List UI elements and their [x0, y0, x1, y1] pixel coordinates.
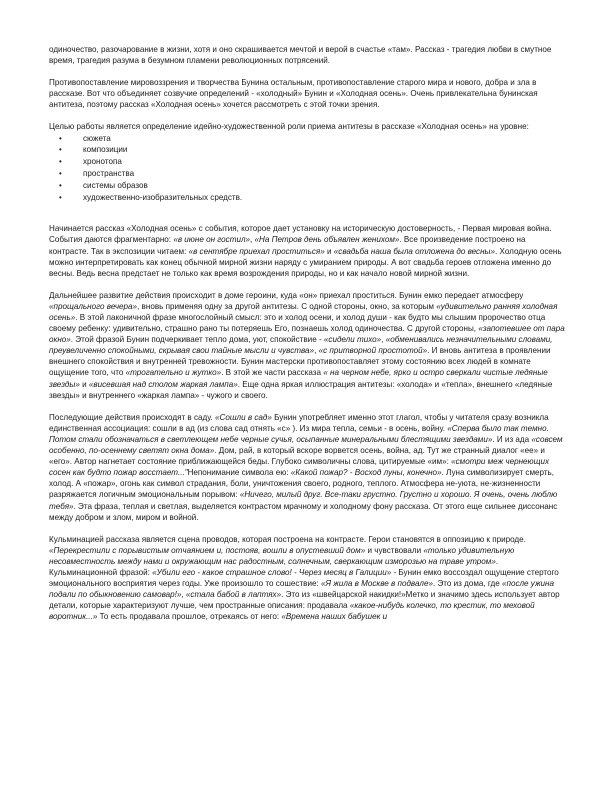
- quote-text: «Какой пожар? - Восход луны, конечно»: [290, 468, 442, 478]
- text-run: . Это из дома, где: [432, 579, 502, 589]
- quote-text: «в сентябре приехал проститься»: [188, 246, 325, 256]
- text-run: . Это из «швейцарской накидки!»Метко и значимо здесь использует автор детали, которые характеризуют лучше, чем пространные описания: продавала: [49, 590, 560, 611]
- quote-text: «Я жила в Москве в подвале»: [321, 579, 433, 589]
- paragraph: [49, 77, 565, 110]
- text-run: . Дом, рай, в который вскоре ворвется осень, война, ад. Тут же странный диалог «ее» и «его». Автор нагнетает состояние приближающейся беды. Глубоко символичны слова, цитируемые «им»:: [49, 446, 545, 467]
- text-run: . Луна символизирует смерть, холод. А «пожар», огонь как символ страдания, боли, уничтожения своего, родного, теплого. Атмосфера не-уюта, не-жизненности разряжается логичным эмоциональным порывом:: [49, 468, 555, 500]
- quote-text: «Перекрестили с порывистым отчаянием и, постояв, вошли в опустевший дом»: [49, 545, 366, 555]
- text-run: . Все произведение построено на контрасте. Так в экспозиции читаем:: [49, 235, 526, 256]
- text-run: Противопоставление мировоззрения и творчества Бунина остальным, противопоставление старого мира и нового, добра и зла в рассказе. Вот что объединяет созвучие определений - «холодный» Бунин и «Холодная осень». Очень привлекательна бунинская антитеза, поэтому рассказ «Холодная осень» хочется рассмотреть с этой точки зрения.: [49, 78, 538, 110]
- quote-text: «висевшая над столом жаркая лампа»: [88, 379, 238, 389]
- quote-text: «Сошли в сад»: [214, 412, 272, 422]
- quote-text: «Времена наших бабушек и: [281, 612, 388, 622]
- quote-text: «удивительно ранняя холодная осень»: [49, 301, 558, 322]
- text-run: . Кульминационной фразой:: [49, 556, 499, 577]
- text-run: . В этой лаконичной фразе многослойный смысл: это и холод осени, и холод души - как будто мы слышим пророчество отца своему ребенку: удивительно, страшно рано ты потеряешь Его, познаешь холод одиночества. С другой стороны,: [49, 313, 546, 334]
- text-run: одиночество, разочарование в жизни, хотя и оно скрашивается мечтой и верой в счастье «там». Рассказ - трагедия любви в смутное время, трагедия разума в безумном пламени революционных потрясений.: [49, 45, 552, 66]
- list-item: • сюжета: [49, 133, 565, 145]
- text-run: Непонимание символа ею:: [187, 468, 291, 478]
- paragraph: [49, 121, 565, 132]
- text-run: . Еще одна яркая иллюстрация антитезы: «холода» и «тепла», внешнего «ледяные звезды» и внутреннего «жаркая лампа» - чужого и своего.: [49, 379, 553, 400]
- text-run: . Этой фразой Бунин подчеркивает тепло дома, уют, спокойствие -: [70, 335, 324, 345]
- paragraph: [49, 534, 565, 623]
- quote-text: «в июне он гостил»: [173, 235, 251, 245]
- list-item: • хронотопа: [49, 156, 565, 168]
- list-item: • пространства: [49, 168, 565, 180]
- text-run: . И вновь антитеза в проявлении внешнего спокойствия и внутренней тревожности. Бунин мастерски противопоставляет этому состоянию всех людей в комнате ощущение того, что: [49, 346, 551, 378]
- text-run: ,: [314, 346, 319, 356]
- quote-text: «после ужина подали по обыкновению самовар!»: [49, 579, 554, 600]
- quote-text: «смотри меж чернеющих сосен как будто пожар восстает...": [49, 457, 550, 478]
- bullet-list: [49, 133, 565, 204]
- text-run: То есть продавала прошлое, отрекаясь от него:: [97, 612, 282, 622]
- quote-text: «трогательно и жутко»: [125, 368, 222, 378]
- paragraph: [49, 290, 565, 401]
- quote-text: «Ничего, милый друг. Все-таки грустно. Грустно и хорошо. Я очень, очень люблю тебя»: [49, 490, 558, 511]
- quote-text: «только удивительную несовместность между нами и окружающим нас радостным, солнечным, сверкающим изморозью на траве утром»: [49, 545, 515, 566]
- quote-text: «совсем особенно, по-осеннему светят окна дома»: [49, 434, 563, 456]
- quote-text: «сидели тихо»: [323, 335, 382, 345]
- text-run: . В этой же части рассказа: [221, 368, 324, 378]
- quote-text: «Сперва было так темно. Потом стали обозначаться в светлеющем небе черные сучья, осыпанные минеральными блестящими звездами»: [49, 423, 549, 444]
- quote-text: «стала бабой в лаптях»: [185, 590, 282, 600]
- text-run: Целью работы является определение идейно-художественной роли приема антитезы в рассказе «Холодная осень» на уровне:: [49, 122, 529, 132]
- text-run: и: [324, 246, 334, 256]
- quote-text: «Убили его - какое страшное слово! - Через месяц в Галиции»: [152, 567, 392, 577]
- text-run: Бунин употребляет именно этот глагол, чтобы у читателя сразу возникла единственная ассоциация: сошли в ад (из слова сад отнять «с» ). Из мира тепла, семьи - в осень, войну.: [49, 412, 549, 433]
- list-item: • композиции: [49, 144, 565, 156]
- quote-text: «свадьба наша была отложена до весны»: [333, 246, 496, 256]
- text-run: Начинается рассказ «Холодная осень» с события, которое дает установку на историческую достоверность, - Первая мировая война. События даются фрагментарно:: [49, 224, 552, 245]
- list-item: • системы образов: [49, 180, 565, 192]
- quote-text: «запотевшее от пара окно»: [49, 324, 565, 345]
- quote-text: «прощального вечера»: [49, 301, 138, 311]
- quote-text: «На Петров день объявлен женихом»: [254, 235, 400, 245]
- text-run: . И из ада: [492, 434, 532, 444]
- text-run: и: [79, 379, 89, 389]
- paragraph: [49, 223, 565, 278]
- text-run: ,: [381, 335, 386, 345]
- list-item: • художественно-изобразительных средств.: [49, 192, 565, 204]
- text-run: ,: [250, 235, 255, 245]
- text-run: Дальнейшее развитие действия происходит в доме героини, куда «он» приехал проститься. Бунин емко передает атмосферу: [49, 290, 524, 300]
- quote-text: «какое-нибудь колечко, то крестик, то меховой воротник...»: [49, 601, 535, 622]
- paragraph: [49, 44, 565, 66]
- text-run: Последующие действия происходят в саду.: [49, 412, 215, 422]
- text-run: ,: [181, 590, 186, 600]
- quote-text: «с притворной простотой»: [318, 346, 428, 356]
- text-run: . Эта фраза, теплая и светлая, выделяется контрастом мрачному и холодному фону рассказа. От этого еще сильнее диссонанс между добром и злом, миром и войной.: [49, 501, 558, 522]
- quote-text: « на черном небе, ярко и остро сверкали чистые ледяные звезды»: [49, 368, 548, 389]
- text-run: . Холодную осень можно интерпретировать как конец обычной мирной жизни наряду с умиранием природы. А вот свадьба героев отложена именно до весны. Ведь весна предстает не только как время возрождения природы, но и как начало новой мирной жизни.: [49, 246, 562, 278]
- text-run: и чувствовали: [365, 545, 424, 555]
- paragraph: [49, 412, 565, 523]
- text-run: - Бунин емко воссоздал ощущение стертого эмоционального восприятия через годы. Уже произошло то сошествие:: [49, 567, 559, 589]
- text-run: , вновь применяя одну за другой антитезы. С одной стороны, окно, за которым: [137, 301, 437, 311]
- quote-text: «обменивались незначительными словами, преувеличенно спокойными, скрывая свои тайные мысли и чувства»: [49, 335, 553, 356]
- text-run: Кульминацией рассказа является сцена проводов, которая построена на контрасте. Герои становятся в оппозицию к природе.: [49, 534, 526, 544]
